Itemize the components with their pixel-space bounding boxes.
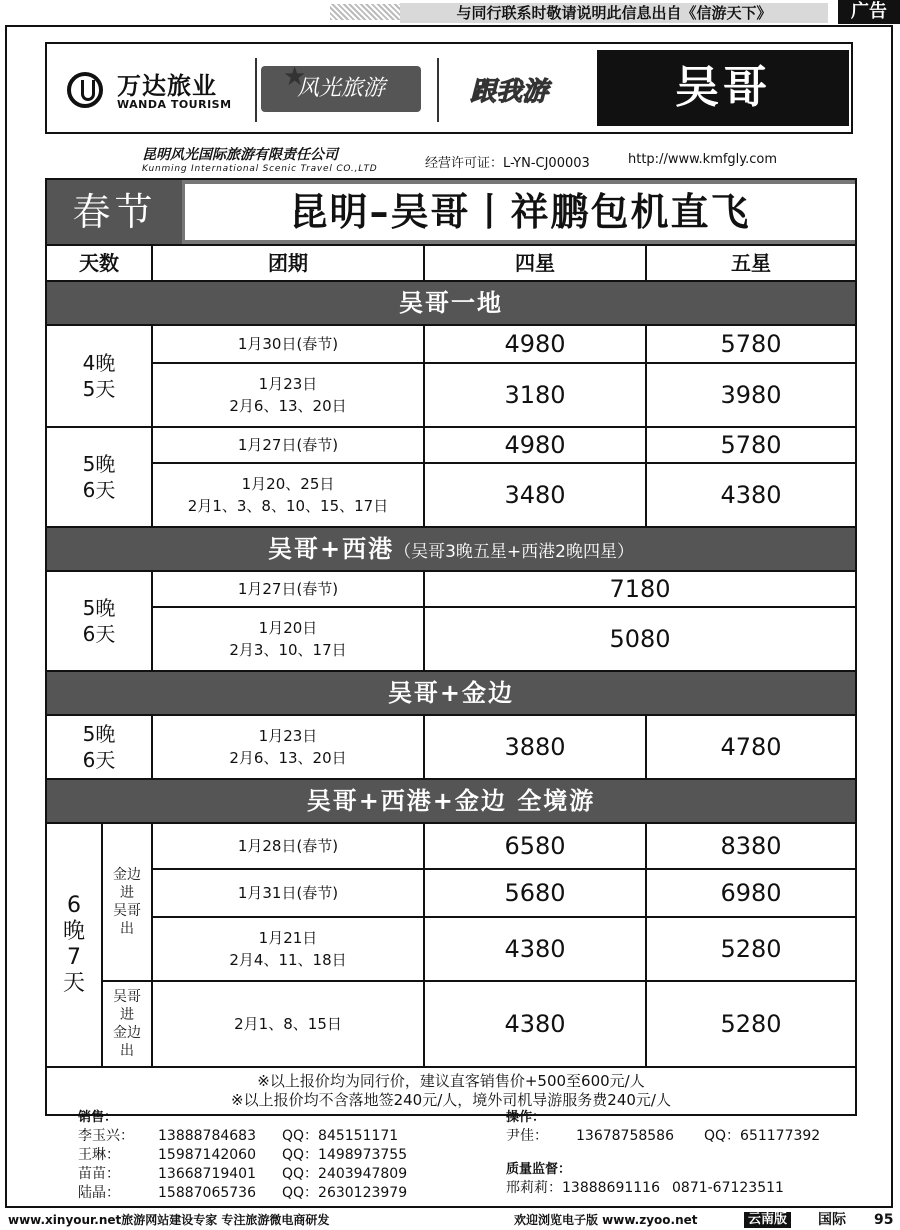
note-line: ※以上报价均为同行价，建议直客销售价+500至600元/人 bbox=[257, 1072, 645, 1090]
section-angkor-sihanoukville bbox=[47, 526, 855, 570]
contact-name: 邢莉莉： bbox=[506, 1180, 562, 1196]
sales-heading: 销售： bbox=[78, 1110, 118, 1125]
route-label: 金边 进 吴哥 出 bbox=[113, 867, 141, 937]
table-row bbox=[153, 362, 855, 426]
ad-tag: 广告 bbox=[838, 0, 900, 24]
logo-bar bbox=[45, 42, 853, 134]
contact-name: 李玉兴： bbox=[78, 1128, 134, 1144]
contacts bbox=[78, 1108, 868, 1201]
price-four-star: 3480 bbox=[425, 464, 647, 526]
price-five-star: 8380 bbox=[720, 832, 782, 860]
section-angkor-phnompenh: 吴哥+金边 bbox=[47, 670, 855, 714]
company-name bbox=[142, 144, 412, 176]
page-footer bbox=[0, 1210, 900, 1230]
days-label: 5晚 6天 bbox=[82, 596, 116, 646]
header-five-star: 五星 bbox=[731, 251, 771, 275]
price-four-star: 4980 bbox=[425, 428, 647, 462]
price-five-star: 5780 bbox=[720, 431, 782, 459]
footer-right-text: 欢迎浏览电子版 www.zyoo.net bbox=[514, 1213, 698, 1227]
section-full-tour: 吴哥+西港+金边 全境游 bbox=[47, 778, 855, 822]
dates-label: 1月28日(春节) bbox=[237, 837, 339, 855]
dates-label: 1月20日 2月3、10、17日 bbox=[229, 619, 347, 659]
price-four-star: 4980 bbox=[425, 326, 647, 362]
contact-row bbox=[78, 1127, 498, 1146]
wanda-logo bbox=[67, 66, 257, 116]
table-row bbox=[153, 868, 855, 916]
table-row bbox=[153, 982, 855, 1066]
dates-label: 1月31日(春节) bbox=[237, 884, 339, 902]
days-label: 6 晚 7 天 bbox=[62, 893, 85, 996]
table-row bbox=[153, 462, 855, 526]
table-row bbox=[153, 572, 855, 606]
dates-label: 1月30日(春节) bbox=[237, 335, 339, 353]
divider bbox=[255, 58, 257, 122]
contact-phone: 13888784683 bbox=[158, 1128, 256, 1144]
package-group bbox=[47, 714, 855, 778]
source-notice: 与同行联系时敬请说明此信息出自《信游天下》 bbox=[400, 3, 828, 23]
price-combined: 7180 bbox=[609, 575, 671, 603]
days-label: 5晚 6天 bbox=[82, 452, 116, 502]
scenic-logo-text: 风光旅游 bbox=[296, 76, 385, 101]
price-four-star: 6580 bbox=[425, 824, 647, 868]
package-group bbox=[47, 570, 855, 670]
section-title: 吴哥+西港 bbox=[268, 535, 395, 563]
contact-phone: 15887065736 bbox=[158, 1185, 256, 1201]
company-website[interactable]: http://www.kmfgly.com bbox=[628, 152, 778, 167]
price-five-star: 4380 bbox=[720, 481, 782, 509]
table-header bbox=[47, 244, 855, 280]
contact-phone: 15987142060 bbox=[158, 1147, 256, 1163]
ops-contacts bbox=[506, 1108, 866, 1198]
page-number: 95 bbox=[874, 1212, 894, 1228]
edition-badge: 云南版 bbox=[744, 1212, 791, 1228]
days-cell bbox=[47, 326, 153, 426]
days-label: 4晚 5天 bbox=[82, 351, 116, 401]
footer-left-text: www.xinyour.net旅游网站建设专家 专注旅游微电商研发 bbox=[8, 1213, 330, 1227]
genwo-logo: 跟我游 bbox=[469, 77, 548, 107]
package-group bbox=[47, 822, 855, 1066]
contact-name: 王琳： bbox=[78, 1147, 120, 1163]
days-label: 5晚 6天 bbox=[82, 722, 116, 772]
contact-phone: 13678758586 bbox=[576, 1128, 674, 1144]
contact-row bbox=[506, 1179, 866, 1198]
company-name-en: Kunming International Scenic Travel CO.,LTD bbox=[142, 164, 378, 174]
wanda-name-en: WANDA TOURISM bbox=[117, 98, 232, 111]
route-cell bbox=[103, 824, 153, 980]
wanda-name-cn: 万达旅业 bbox=[117, 72, 217, 100]
wanda-mark-icon bbox=[67, 72, 103, 108]
contact-qq: QQ：2403947809 bbox=[282, 1166, 408, 1182]
price-table bbox=[45, 178, 857, 1116]
table-row bbox=[153, 916, 855, 980]
price-four-star: 4380 bbox=[425, 982, 647, 1066]
contact-row bbox=[78, 1184, 498, 1203]
price-five-star: 4780 bbox=[720, 733, 782, 761]
contact-qq: QQ：1498973755 bbox=[282, 1147, 408, 1163]
dates-label: 1月27日(春节) bbox=[237, 580, 339, 598]
contact-qq: QQ：2630123979 bbox=[282, 1185, 408, 1201]
days-cell bbox=[47, 428, 153, 526]
price-four-star: 5680 bbox=[425, 870, 647, 916]
days-cell bbox=[47, 824, 103, 1066]
dates-label: 1月23日 2月6、13、20日 bbox=[229, 727, 347, 767]
scenic-travel-logo bbox=[261, 62, 421, 112]
dates-label: 2月1、8、15日 bbox=[234, 1015, 342, 1033]
section-label: 国际 bbox=[818, 1212, 846, 1228]
price-five-star: 5780 bbox=[720, 330, 782, 358]
route-banner bbox=[47, 180, 855, 244]
table-row bbox=[153, 326, 855, 362]
route-title: 昆明–吴哥丨祥鹏包机直飞 bbox=[185, 184, 855, 240]
contact-name: 尹佳： bbox=[506, 1128, 548, 1144]
dates-label: 1月27日(春节) bbox=[237, 436, 339, 454]
table-row bbox=[153, 606, 855, 670]
days-cell bbox=[47, 716, 153, 778]
contact-phone: 13888691116 bbox=[562, 1180, 660, 1196]
divider bbox=[437, 58, 439, 122]
price-five-star: 5280 bbox=[720, 1010, 782, 1038]
top-strip bbox=[0, 0, 900, 26]
dates-label: 1月21日 2月4、11、18日 bbox=[229, 929, 347, 969]
price-five-star: 5280 bbox=[720, 935, 782, 963]
package-group bbox=[47, 426, 855, 526]
note-line: ※以上报价均不含落地签240元/人，境外司机导游服务费240元/人 bbox=[231, 1091, 671, 1109]
price-combined: 5080 bbox=[609, 625, 671, 653]
dates-label: 1月20、25日 2月1、3、8、10、15、17日 bbox=[187, 475, 389, 515]
section-subtitle: （吴哥3晚五星+西港2晚四星） bbox=[394, 542, 634, 562]
contact-qq: QQ：651177392 bbox=[704, 1128, 821, 1144]
contact-qq: QQ：845151171 bbox=[282, 1128, 399, 1144]
contact-row bbox=[506, 1127, 866, 1146]
price-four-star: 3880 bbox=[425, 716, 647, 778]
price-four-star: 4380 bbox=[425, 918, 647, 980]
contact-name: 陆晶： bbox=[78, 1185, 120, 1201]
table-row bbox=[153, 716, 855, 778]
table-row bbox=[153, 824, 855, 868]
contact-phone: 13668719401 bbox=[158, 1166, 256, 1182]
price-five-star: 3980 bbox=[720, 381, 782, 409]
header-dates: 团期 bbox=[153, 246, 425, 280]
sales-contacts bbox=[78, 1108, 498, 1203]
route-label: 吴哥 进 金边 出 bbox=[113, 989, 141, 1059]
package-group bbox=[47, 324, 855, 426]
spring-festival-tag: 春节 bbox=[47, 180, 182, 244]
route-cell bbox=[103, 982, 153, 1066]
price-five-star: 6980 bbox=[720, 879, 782, 907]
ops-heading: 操作： bbox=[506, 1110, 546, 1125]
contact-name: 苗苗： bbox=[78, 1166, 120, 1182]
qa-heading: 质量监督： bbox=[506, 1162, 572, 1177]
company-name-cn: 昆明风光国际旅游有限责任公司 bbox=[142, 147, 338, 163]
header-four-star: 四星 bbox=[425, 246, 647, 280]
dates-label: 1月23日 2月6、13、20日 bbox=[229, 375, 347, 415]
price-notes bbox=[47, 1066, 855, 1114]
license-number: 经营许可证：L-YN-CJ00003 bbox=[425, 156, 590, 171]
table-row bbox=[153, 428, 855, 462]
days-cell bbox=[47, 572, 153, 670]
contact-row bbox=[78, 1146, 498, 1165]
route-group bbox=[103, 980, 855, 1066]
contact-row bbox=[78, 1165, 498, 1184]
checker-decoration bbox=[330, 4, 400, 20]
contact-tel: 0871-67123511 bbox=[672, 1180, 784, 1196]
header-days: 天数 bbox=[47, 246, 153, 280]
price-four-star: 3180 bbox=[425, 364, 647, 426]
star-icon: ★ bbox=[283, 62, 307, 92]
route-group bbox=[103, 824, 855, 980]
destination-title: 吴哥 bbox=[597, 50, 849, 126]
section-angkor-only: 吴哥一地 bbox=[47, 280, 855, 324]
